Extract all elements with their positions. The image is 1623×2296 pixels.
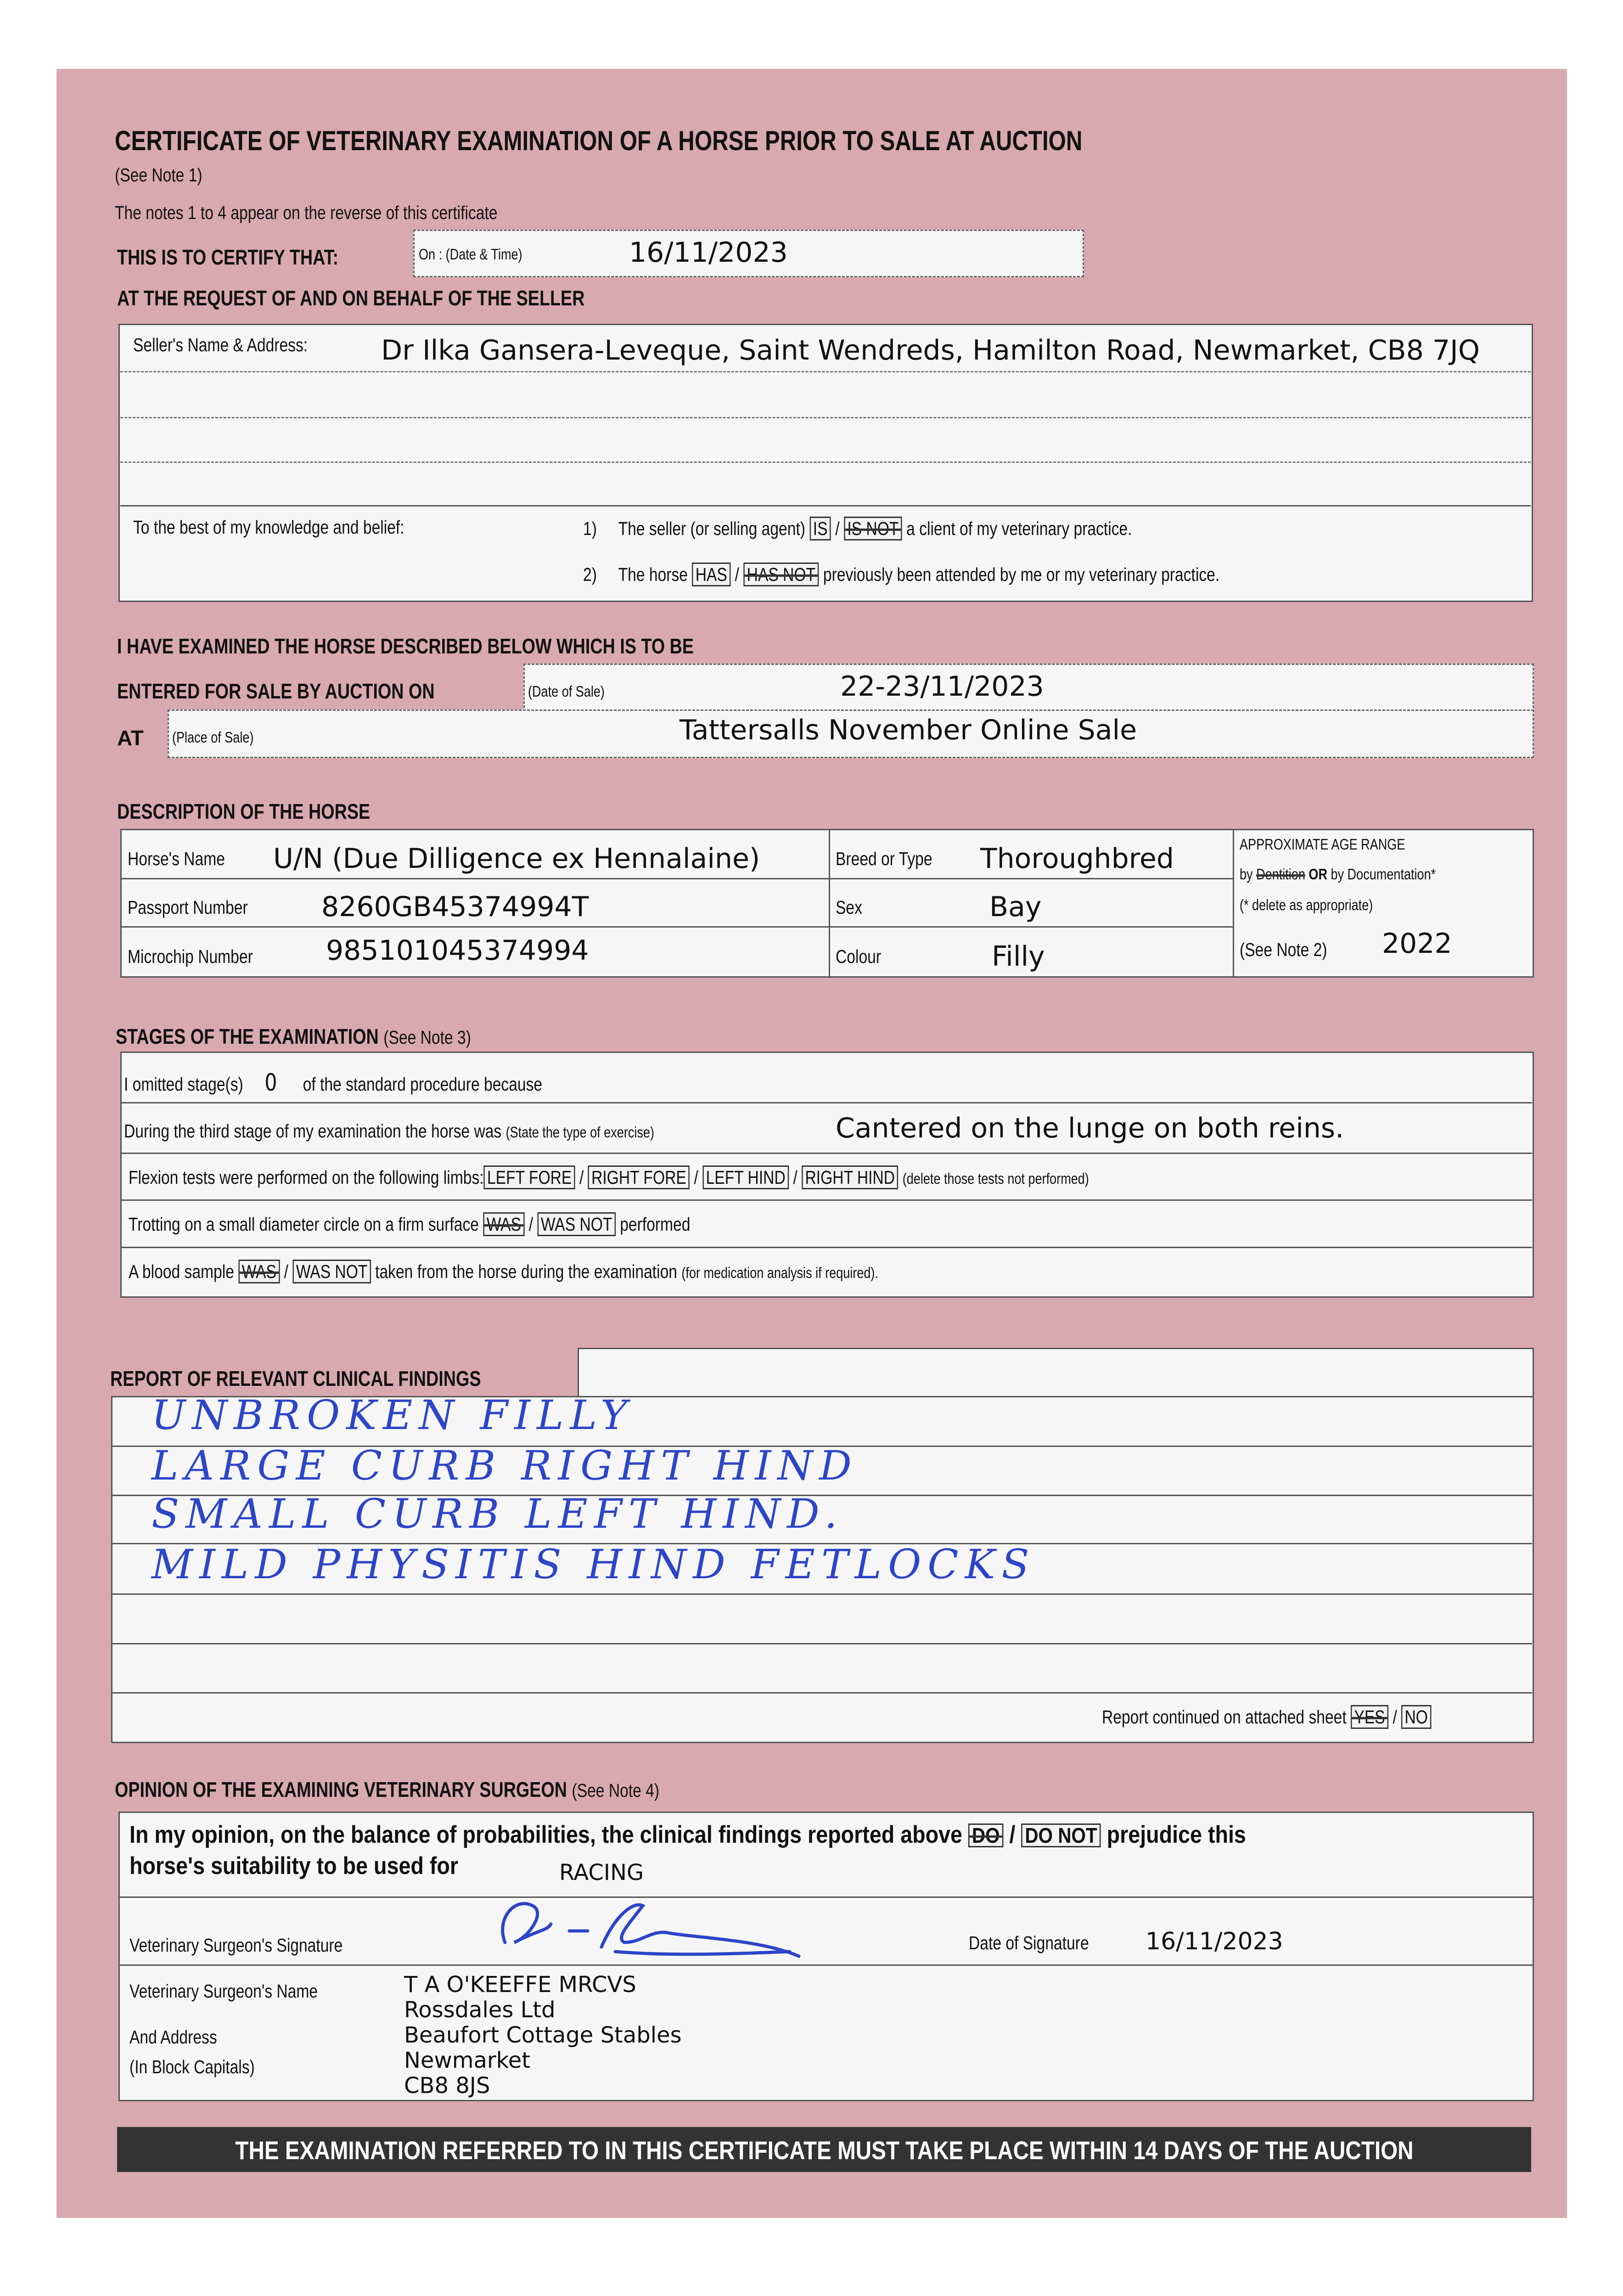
age-see-note: (See Note 2) [1240,939,1327,960]
at-label: AT [117,726,144,750]
is-option[interactable]: IS [809,517,831,540]
third-stage-row: During the third stage of my examination the horse was (State the type of exercise) [124,1120,654,1142]
sale-date-value: 22-23/11/2023 [840,670,1044,703]
address-line-2: Rossdales Ltd [404,1997,556,2023]
certify-label: THIS IS TO CERTIFY THAT: [117,245,339,269]
horse-name-value[interactable]: U/N (Due Dilligence ex Hennalaine) [273,843,760,875]
address-line-4: Newmarket [404,2048,531,2073]
report-line-1: UNBROKEN FILLY [152,1391,634,1439]
report-line-2: LARGE CURB RIGHT HIND [152,1442,858,1489]
passport-label: Passport Number [128,897,248,918]
footer-text: THE EXAMINATION REFERRED TO IN THIS CERTIFICATE MUST TAKE PLACE WITHIN 14 DAYS OF THE AUCTION [235,2136,1414,2165]
do-option[interactable]: DO [968,1823,1004,1847]
address-line-1: T A O'KEEFFE MRCVS [404,1972,636,1998]
flexion-row: Flexion tests were performed on the following limbs: LEFT FORE / RIGHT FORE / LEFT HIND / RIGHT HIND (delete those tests not performed) [129,1165,1300,1189]
vet-signature [477,1887,808,1965]
microchip-label: Microchip Number [128,946,253,967]
flexion-left-fore[interactable]: LEFT FORE [484,1165,575,1189]
continued-yes-option[interactable]: YES [1351,1705,1388,1729]
age-heading: APPROXIMATE AGE RANGE [1240,836,1405,853]
omitted-row: I omitted stage(s) 0 of the standard procedure because [124,1069,543,1097]
has-option[interactable]: HAS [692,563,730,586]
trotting-was-option[interactable]: WAS [483,1212,524,1236]
blood-row: A blood sample WAS / WAS NOT taken from the horse during the examination (for medication analysis if required). [129,1260,1043,1283]
report-heading: REPORT OF RELEVANT CLINICAL FINDINGS [110,1367,481,1390]
colour-label: Colour [836,946,882,967]
sale-place-label: (Place of Sale) [172,729,254,746]
opinion-heading: OPINION OF THE EXAMINING VETERINARY SURGEON (See Note 4) [115,1778,660,1801]
blood-was-option[interactable]: WAS [238,1260,280,1283]
flexion-right-fore[interactable]: RIGHT FORE [588,1165,690,1189]
knowledge-label: To the best of my knowledge and belief: [133,517,404,538]
breed-value[interactable]: Thoroughbred [980,843,1174,875]
signature-date-label: Date of Signature [969,1932,1089,1953]
report-line-4: MILD PHYSITIS HIND FETLOCKS [152,1541,1036,1588]
sex-label: Sex [836,897,862,918]
is-not-option[interactable]: IS NOT [844,517,902,540]
opinion-text-line-1: In my opinion, on the balance of probabilities, the clinical findings reported above DO / DO NOT prejudice this [129,1821,1246,1848]
certificate-title: CERTIFICATE OF VETERINARY EXAMINATION OF A HORSE PRIOR TO SALE AT AUCTION [115,125,1083,156]
address-line-5: CB8 8JS [404,2073,490,2099]
opinion-purpose[interactable]: RACING [559,1860,644,1885]
sex-value[interactable]: Bay [989,891,1042,923]
vet-name-label: Veterinary Surgeon's Name [129,1981,318,2002]
age-method: by Dentition OR by Documentation* [1240,866,1436,883]
report-header-field [578,1348,1534,1400]
exam-date-label: On : (Date & Time) [419,246,522,263]
knowledge-item-1: 1) The seller (or selling agent) IS / IS NOT a client of my veterinary practice. [583,517,1252,540]
breed-label: Breed or Type [836,848,932,869]
request-heading: AT THE REQUEST OF AND ON BEHALF OF THE SELLER [117,286,585,310]
see-note-1: (See Note 1) [115,164,202,186]
sale-place-value: Tattersalls November Online Sale [680,714,1137,746]
examined-line-2: ENTERED FOR SALE BY AUCTION ON [117,679,435,703]
horse-name-label: Horse's Name [128,848,225,869]
trotting-was-not-option[interactable]: WAS NOT [537,1212,615,1236]
examined-line-1: I HAVE EXAMINED THE HORSE DESCRIBED BELOW WHICH IS TO BE [117,634,694,658]
has-not-option[interactable]: HAS NOT [743,563,819,586]
blood-was-not-option[interactable]: WAS NOT [292,1260,371,1283]
exam-date-value: 16/11/2023 [629,236,788,269]
seller-value[interactable]: Dr Ilka Gansera-Leveque, Saint Wendreds, Hamilton Road, Newmarket, CB8 7JQ [381,334,1480,366]
continued-no-option[interactable]: NO [1401,1705,1431,1729]
passport-value[interactable]: 8260GB45374994T [321,891,589,923]
knowledge-item-2: 2) The horse HAS / HAS NOT previously been attended by me or my veterinary practice. [583,563,1359,586]
signature-date-value[interactable]: 16/11/2023 [1146,1928,1283,1955]
signature-label: Veterinary Surgeon's Signature [129,1935,343,1956]
third-stage-value[interactable]: Cantered on the lunge on both reins. [836,1112,1344,1144]
flexion-left-hind[interactable]: LEFT HIND [702,1165,789,1189]
colour-value[interactable]: Filly [992,940,1045,973]
do-not-option[interactable]: DO NOT [1021,1823,1101,1847]
opinion-text-line-2: horse's suitability to be used for [129,1852,459,1880]
vet-name-address[interactable] [404,1972,682,2099]
stages-heading: STAGES OF THE EXAMINATION (See Note 3) [116,1024,471,1048]
vet-address-label: And Address [129,2026,217,2048]
trotting-row: Trotting on a small diameter circle on a firm surface WAS / WAS NOT performed [129,1212,814,1236]
age-value[interactable]: 2022 [1382,928,1452,960]
notes-line: The notes 1 to 4 appear on the reverse of this certificate [115,202,498,223]
description-heading: DESCRIPTION OF THE HORSE [117,799,371,823]
microchip-value[interactable]: 985101045374994 [326,934,589,967]
report-line-3: SMALL CURB LEFT HIND. [152,1490,844,1537]
report-continued: Report continued on attached sheet YES / NO [1102,1705,1504,1729]
sale-date-label: (Date of Sale) [528,683,605,700]
flexion-right-hind[interactable]: RIGHT HIND [802,1165,898,1189]
address-line-3: Beaufort Cottage Stables [404,2022,682,2048]
age-delete-note: (* delete as appropriate) [1240,896,1373,913]
omitted-value[interactable]: 0 [264,1069,277,1097]
block-capitals-label: (In Block Capitals) [129,2056,255,2077]
seller-label: Seller's Name & Address: [133,334,308,355]
